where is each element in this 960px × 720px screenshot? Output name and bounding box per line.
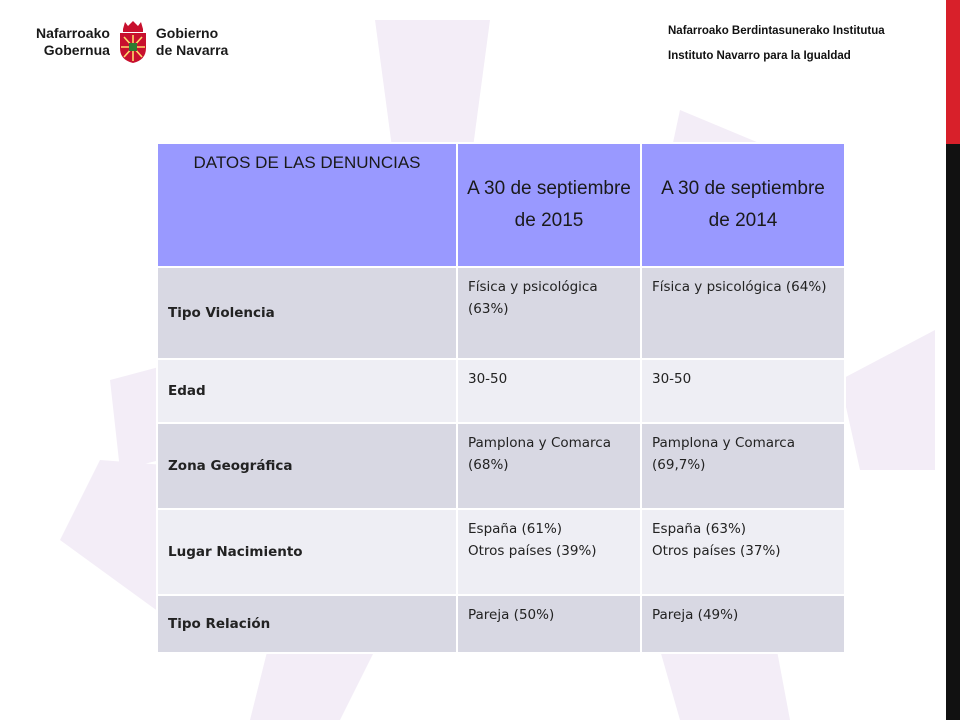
logo-right-line2: de Navarra bbox=[155, 42, 229, 58]
logo-text-spanish bbox=[156, 25, 228, 59]
logo-right-line1: Gobierno bbox=[155, 25, 219, 41]
value-2015: 30-50 bbox=[457, 359, 641, 423]
value-line: Otros países (37%) bbox=[652, 543, 781, 559]
edge-bar-red bbox=[946, 0, 960, 144]
header-2014: A 30 de septiembre de 2014 bbox=[641, 143, 845, 267]
row-label: Tipo Relación bbox=[157, 595, 457, 653]
institute-name bbox=[668, 19, 885, 69]
logo-left-line1: Nafarroako bbox=[36, 25, 110, 41]
row-label: Tipo Violencia bbox=[157, 267, 457, 359]
table-row bbox=[157, 359, 845, 423]
value-line: España (61%) bbox=[468, 521, 563, 537]
institute-name-basque: Nafarroako Berdintasunerako Institutua bbox=[668, 25, 885, 37]
table-row bbox=[157, 423, 845, 509]
value-2015: Física y psicológica (63%) bbox=[457, 267, 641, 359]
logo-text-basque bbox=[36, 25, 110, 59]
value-line: España (63%) bbox=[652, 521, 747, 537]
header-2015: A 30 de septiembre de 2015 bbox=[457, 143, 641, 267]
table-header-row bbox=[157, 143, 845, 267]
value-line: Otros países (39%) bbox=[468, 543, 597, 559]
header-datos-denuncias: DATOS DE LAS DENUNCIAS bbox=[157, 143, 457, 267]
value-2014 bbox=[641, 509, 845, 595]
edge-bar-black bbox=[946, 144, 960, 720]
table-row bbox=[157, 595, 845, 653]
row-label: Edad bbox=[157, 359, 457, 423]
value-2014: Pareja (49%) bbox=[641, 595, 845, 653]
government-logo bbox=[36, 18, 228, 66]
value-2015: Pamplona y Comarca (68%) bbox=[457, 423, 641, 509]
value-2014: Física y psicológica (64%) bbox=[641, 267, 845, 359]
table-row bbox=[157, 267, 845, 359]
complaints-data-table bbox=[156, 142, 846, 654]
value-2015 bbox=[457, 509, 641, 595]
row-label: Zona Geográfica bbox=[157, 423, 457, 509]
institute-name-spanish: Instituto Navarro para la Igualdad bbox=[668, 50, 851, 62]
logo-left-line2: Gobernua bbox=[43, 42, 110, 58]
row-label: Lugar Nacimiento bbox=[157, 509, 457, 595]
value-2015: Pareja (50%) bbox=[457, 595, 641, 653]
navarra-coat-of-arms-icon bbox=[116, 20, 150, 64]
table-row bbox=[157, 509, 845, 595]
value-2014: 30-50 bbox=[641, 359, 845, 423]
value-2014: Pamplona y Comarca (69,7%) bbox=[641, 423, 845, 509]
